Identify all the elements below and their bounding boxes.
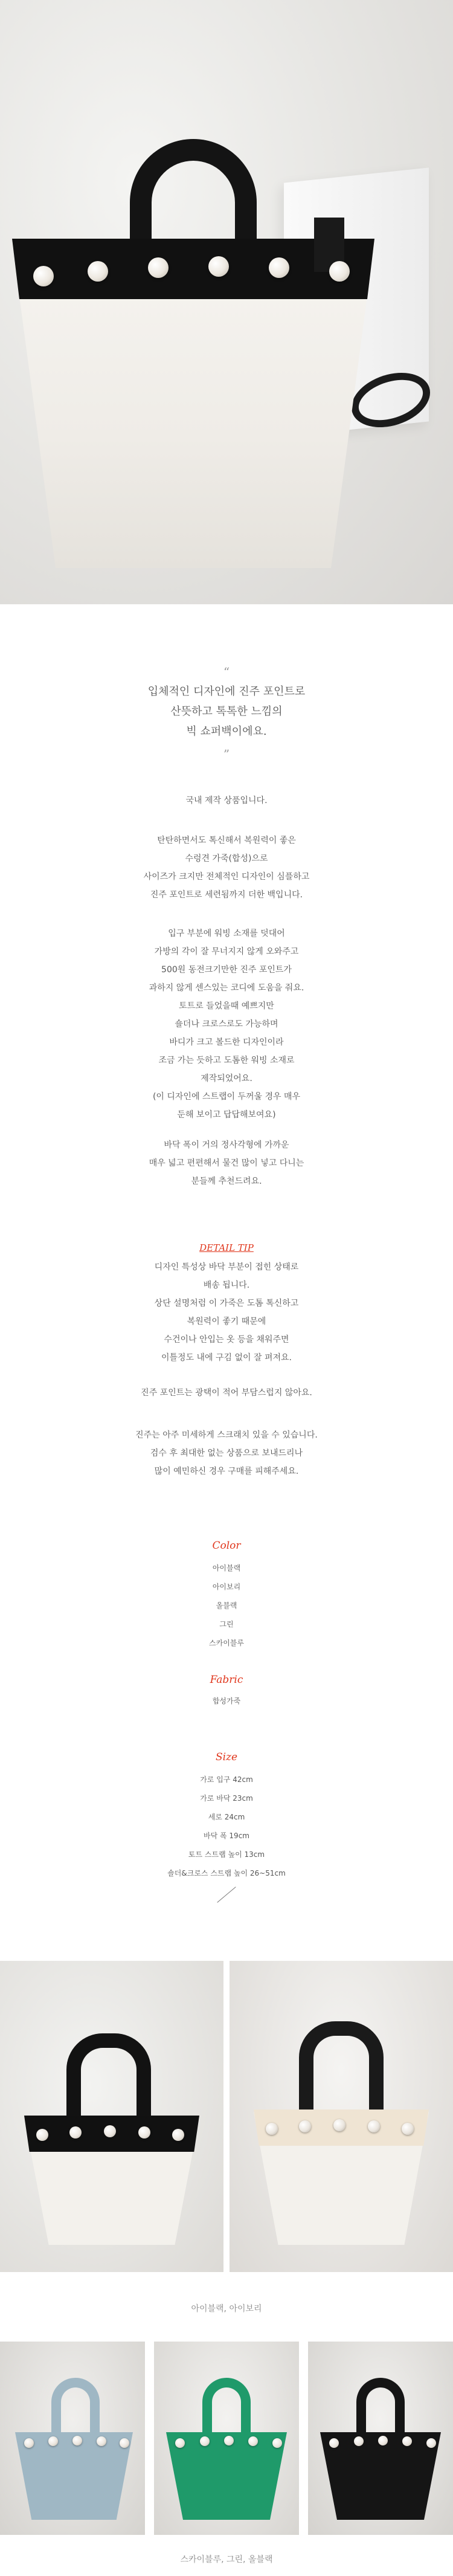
pearl-stud bbox=[333, 2119, 345, 2131]
description-line: 토트로 들었을때 예쁘지만 bbox=[179, 1001, 274, 1011]
description-line: 분들께 추천드려요. bbox=[191, 1177, 262, 1186]
pearl-stud bbox=[224, 2436, 234, 2445]
pearl-stud bbox=[148, 257, 169, 278]
pearl-stud bbox=[402, 2123, 414, 2135]
pearl-stud bbox=[329, 2438, 339, 2448]
color-title: Color bbox=[212, 1540, 241, 1552]
pearl-stud bbox=[120, 2438, 129, 2448]
gallery-photo-ivory-black bbox=[0, 1961, 223, 2272]
fabric-title: Fabric bbox=[210, 1674, 243, 1686]
pearl-stud bbox=[172, 2129, 184, 2141]
pearl-stud bbox=[88, 261, 108, 282]
pearl-stud bbox=[329, 261, 350, 282]
pearl-stud bbox=[426, 2438, 436, 2448]
pearl-stud bbox=[269, 257, 289, 278]
detail-tip-line: 수건이나 안입는 옷 등을 채워주면 bbox=[164, 1335, 289, 1344]
hero-product-photo bbox=[0, 0, 453, 604]
pearl-stud bbox=[69, 2126, 82, 2139]
description-line: 매우 넓고 편편해서 물건 많이 넣고 다니는 bbox=[149, 1158, 304, 1168]
description-line: 수렁견 가죽(합성)으로 bbox=[185, 854, 268, 864]
detail-tip-block-1 bbox=[0, 1258, 453, 1367]
detail-tip-line: 배송 됩니다. bbox=[203, 1280, 250, 1290]
description-block-4 bbox=[0, 1136, 453, 1190]
intro-line: 산뜻하고 톡톡한 느낌의 bbox=[170, 705, 283, 718]
size-item: 토트 스트랩 높이 13cm bbox=[188, 1850, 265, 1859]
pearl-stud bbox=[72, 2436, 82, 2445]
description-block-1 bbox=[0, 792, 453, 810]
description-line: (이 디자인에 스트랩이 두꺼울 경우 매우 bbox=[152, 1092, 301, 1102]
color-option: 아이보리 bbox=[212, 1583, 241, 1591]
pearl-stud bbox=[248, 2436, 258, 2446]
description-line: 둔해 보이고 답답해보여요) bbox=[177, 1110, 276, 1120]
gallery-caption-2: 스카이블루, 그린, 올블랙 bbox=[180, 2555, 273, 2565]
detail-tip-line: 진주 포인트는 광택이 적어 부담스럽지 않아요. bbox=[141, 1388, 312, 1398]
pearl-stud bbox=[354, 2436, 364, 2446]
pearl-stud bbox=[97, 2436, 106, 2446]
pearl-stud bbox=[48, 2436, 58, 2446]
pearl-stud bbox=[36, 2129, 48, 2141]
pearl-stud bbox=[368, 2120, 380, 2132]
pearl-stud bbox=[272, 2438, 282, 2448]
detail-tip-line: 상단 설명처럼 이 가죽은 도톰 톡신하고 bbox=[154, 1299, 299, 1308]
divider-slash bbox=[217, 1887, 236, 1902]
pearl-stud bbox=[200, 2436, 210, 2446]
description-line: 가방의 각이 잘 무너지지 않게 오와주고 bbox=[154, 947, 299, 957]
color-option: 그린 bbox=[219, 1620, 234, 1629]
detail-tip-line: 이틀정도 내에 구김 없이 잘 펴져요. bbox=[161, 1353, 292, 1363]
description-line: 바닥 폭이 거의 정사각형에 가까운 bbox=[164, 1140, 289, 1150]
description-line: 탄탄하면서도 톡신해서 복원력이 좋은 bbox=[157, 836, 296, 845]
detail-tip-line: 진주는 아주 미세하게 스크래치 있을 수 있습니다. bbox=[135, 1430, 318, 1440]
size-item: 숄더&크로스 스트랩 높이 26~51cm bbox=[167, 1869, 286, 1877]
pearl-stud bbox=[402, 2436, 412, 2446]
gallery-photo-ivory bbox=[230, 1961, 453, 2272]
size-item: 가로 바닥 23cm bbox=[200, 1794, 253, 1803]
color-option: 올블랙 bbox=[216, 1601, 237, 1610]
detail-tip-heading bbox=[0, 1239, 453, 1257]
pearl-stud bbox=[299, 2120, 311, 2132]
fabric-item: 합성가죽 bbox=[212, 1697, 241, 1705]
description-line: 사이즈가 크지만 전체적인 디자인이 심플하고 bbox=[143, 872, 310, 882]
description-line: 진주 포인트로 세련됨까지 더한 백입니다. bbox=[150, 890, 303, 900]
size-title: Size bbox=[215, 1751, 238, 1763]
description-line: 500원 동전크기만한 진주 포인트가 bbox=[161, 965, 292, 975]
gallery-photo-green bbox=[154, 2342, 299, 2535]
pearl-stud bbox=[104, 2125, 116, 2137]
size-item: 바닥 폭 19cm bbox=[204, 1832, 249, 1840]
pearl-stud bbox=[378, 2436, 388, 2445]
detail-tip-line: 복원력이 좋기 때문에 bbox=[187, 1317, 266, 1326]
detail-tip-title: DETAIL TIP bbox=[199, 1242, 254, 1253]
open-quote: “ bbox=[223, 665, 230, 679]
intro-line: 입체적인 디자인에 진주 포인트로 bbox=[147, 685, 306, 698]
pearl-stud bbox=[24, 2438, 34, 2448]
color-option: 아이블랙 bbox=[212, 1564, 241, 1572]
gallery-photo-all-black bbox=[308, 2342, 453, 2535]
gallery-caption-1: 아이블랙, 아이보리 bbox=[191, 2304, 262, 2314]
detail-tip-line: 검수 후 최대한 없는 상품으로 보내드리나 bbox=[150, 1448, 303, 1458]
description-line: 입구 부분에 워빙 소재를 덧대어 bbox=[168, 929, 285, 938]
description-line: 제작되었어요. bbox=[201, 1074, 252, 1083]
description-line: 숄더나 크로스로도 가능하며 bbox=[175, 1019, 278, 1029]
description-line: 바디가 크고 볼드한 디자인이라 bbox=[169, 1038, 284, 1047]
description-line: 과하지 않게 센스있는 코디에 도움을 줘요. bbox=[149, 983, 304, 993]
intro-text bbox=[0, 682, 453, 741]
size-list bbox=[0, 1771, 453, 1883]
close-quote: ” bbox=[223, 747, 230, 761]
pearl-stud bbox=[175, 2438, 185, 2448]
size-item: 가로 입구 42cm bbox=[200, 1775, 253, 1784]
intro-line: 빅 쇼퍼백이에요. bbox=[186, 725, 267, 738]
detail-tip-line: 디자인 특성상 바닥 부분이 접힌 상태로 bbox=[154, 1262, 299, 1272]
detail-tip-block-2 bbox=[0, 1384, 453, 1402]
pearl-stud bbox=[208, 256, 229, 277]
gallery-photo-sky-blue bbox=[0, 2342, 145, 2535]
pearl-stud bbox=[138, 2126, 150, 2139]
description-block-2 bbox=[0, 831, 453, 904]
pearl-stud bbox=[33, 266, 54, 286]
description-block-3 bbox=[0, 925, 453, 1124]
detail-tip-block-3 bbox=[0, 1426, 453, 1480]
color-option: 스카이블루 bbox=[209, 1639, 244, 1647]
description-line: 조금 가는 듯하고 도톰한 워빙 소재로 bbox=[158, 1056, 295, 1065]
color-list bbox=[0, 1559, 453, 1653]
pearl-stud bbox=[266, 2123, 278, 2135]
description-line: 국내 제작 상품입니다. bbox=[185, 796, 268, 805]
size-item: 세로 24cm bbox=[208, 1813, 245, 1821]
fabric-list bbox=[0, 1692, 453, 1711]
detail-tip-line: 많이 예민하신 경우 구매를 피해주세요. bbox=[154, 1467, 299, 1476]
